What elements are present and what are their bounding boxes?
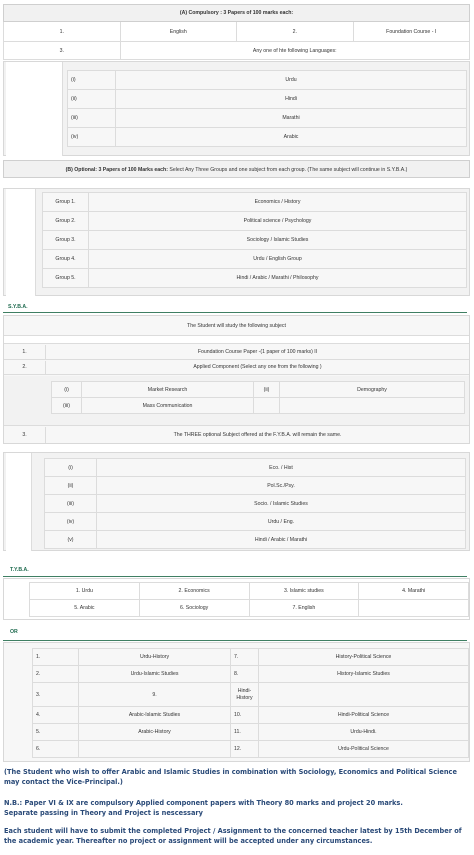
- or-combination: Hindi-Political Science: [259, 707, 469, 724]
- language-num: (ii): [68, 90, 116, 109]
- groups-panel: [3, 188, 470, 296]
- syba-panel: [3, 315, 470, 444]
- syba-optional-subject: Eco. / Hist: [97, 459, 466, 477]
- syba-row-3: [4, 427, 469, 443]
- tyba-subject: 2. Economics: [139, 583, 249, 600]
- or-combination: 9.: [79, 683, 231, 707]
- language-arabic: Arabic: [116, 128, 467, 147]
- applied-market-research: Market Research: [82, 382, 254, 398]
- project-submission-note: Each student will have to submit the completed Project / Assignment to the concerned teacher latest by 15th December of the academic year. Thereafter no project or assignment will be accepted under any circumstances.: [4, 827, 462, 845]
- or-num: 4.: [33, 707, 79, 724]
- tyba-panel: [3, 578, 470, 620]
- compulsory-num-1: 1.: [4, 22, 121, 42]
- or-num: 2.: [33, 666, 79, 683]
- tyba-divider: [3, 576, 467, 577]
- syba-optional-subject: Socio. / Islamic Studies: [97, 495, 466, 513]
- applied-num: (iii): [52, 398, 82, 414]
- group-label: Group 5.: [43, 269, 89, 288]
- or-combinations-table: [32, 648, 469, 758]
- syba-optional-note: The THREE optional Subject offered at the F.Y.B.A. will remain the same.: [173, 432, 342, 438]
- syba-row-num: 1.: [4, 345, 46, 359]
- languages-panel: [3, 61, 470, 156]
- applied-options-table: [51, 381, 465, 414]
- language-num: (i): [68, 71, 116, 90]
- group-subjects: Hindi / Arabic / Marathi / Philosophy: [89, 269, 467, 288]
- or-num: 11.: [231, 724, 259, 741]
- group-subjects: Economics / History: [89, 193, 467, 212]
- languages-table: [67, 70, 467, 147]
- or-num: 10.: [231, 707, 259, 724]
- group-label: Group 3.: [43, 231, 89, 250]
- compulsory-subject-english: English: [120, 22, 237, 42]
- syba-row-2: [4, 361, 469, 375]
- tyba-subject: 1. Urdu: [30, 583, 140, 600]
- tyba-subject: 7. English: [249, 600, 359, 617]
- or-panel: [3, 642, 470, 762]
- compulsory-section: [3, 4, 470, 60]
- groups-table: [42, 192, 467, 288]
- or-combination: Arabic-History: [79, 724, 231, 741]
- syba-foundation-course: Foundation Course Paper -(1 paper of 100 marks) II: [197, 349, 318, 355]
- applied-mass-communication: Mass Communication: [82, 398, 254, 414]
- optional-heading: [3, 160, 470, 178]
- applied-demography: Demography: [280, 382, 465, 398]
- language-marathi: Marathi: [116, 109, 467, 128]
- applied-num: (i): [52, 382, 82, 398]
- compulsory-num-3: 3.: [4, 42, 121, 60]
- compulsory-num-2: 2.: [237, 22, 354, 42]
- group-label: Group 1.: [43, 193, 89, 212]
- nb-note-line-1: N.B.: Paper VI & IX are compulsory Applied component papers with Theory 80 marks and project 20 marks.: [4, 799, 403, 807]
- or-combination: [259, 683, 469, 707]
- tyba-subject: 6. Sociology: [139, 600, 249, 617]
- tyba-subject: 3. Islamic studies: [249, 583, 359, 600]
- group-label: Group 2.: [43, 212, 89, 231]
- or-divider: [3, 640, 467, 641]
- syba-row-num: 3.: [4, 427, 46, 443]
- or-combination: Urdu-Hindi.: [259, 724, 469, 741]
- optional-heading-rest: Select Any Three Groups and one subject from each group. (The same subject will continue in S.Y.B.A.): [167, 167, 408, 173]
- syba-optional-num: (iv): [45, 513, 97, 531]
- or-combination: Urdu-History: [79, 649, 231, 666]
- group-label: Group 4.: [43, 250, 89, 269]
- syba-applied-component: Applied Component (Select any one from the following ): [193, 364, 322, 370]
- or-num: 7.: [231, 649, 259, 666]
- syba-optional-table: [44, 458, 466, 549]
- syba-optional-num: (iii): [45, 495, 97, 513]
- tyba-label: T.Y.B.A.: [10, 567, 29, 573]
- compulsory-table: [3, 4, 470, 60]
- tyba-subject: [359, 600, 469, 617]
- syba-divider: [3, 312, 467, 313]
- or-combination: Hindi- History: [231, 683, 259, 707]
- group-subjects: Political science / Psychology: [89, 212, 467, 231]
- or-combination: Urdu-Political Science: [259, 741, 469, 758]
- compulsory-heading: (A) Compulsory : 3 Papers of 100 marks each:: [4, 5, 470, 22]
- or-num: 8.: [231, 666, 259, 683]
- language-num: (iv): [68, 128, 116, 147]
- syba-label: S.Y.B.A.: [8, 304, 28, 310]
- tyba-subject: 5. Arabic: [30, 600, 140, 617]
- tyba-table: [29, 582, 469, 617]
- syba-row-num: 2.: [4, 361, 46, 374]
- language-hindi: Hindi: [116, 90, 467, 109]
- or-combination: Arabic-Islamic Studies: [79, 707, 231, 724]
- applied-empty: [280, 398, 465, 414]
- group-subjects: Urdu / English Group: [89, 250, 467, 269]
- syba-optional-num: (v): [45, 531, 97, 549]
- tyba-subject: 4. Marathi: [359, 583, 469, 600]
- or-combination: History-Islamic Studies: [259, 666, 469, 683]
- or-num: 6.: [33, 741, 79, 758]
- nb-note-line-2: Separate passing in Theory and Project is nescessary: [4, 809, 203, 817]
- or-num: 3.: [33, 683, 79, 707]
- syba-optional-subject: Urdu / Eng.: [97, 513, 466, 531]
- syba-optional-panel: [3, 452, 470, 551]
- syba-optional-num: (i): [45, 459, 97, 477]
- syba-optional-subject: Hindi / Arabic / Marathi: [97, 531, 466, 549]
- or-combination: [79, 741, 231, 758]
- compulsory-subject-foundation: Foundation Course - I: [353, 22, 470, 42]
- or-num: 12.: [231, 741, 259, 758]
- syba-row-1: [4, 345, 469, 360]
- applied-num: [254, 398, 280, 414]
- or-combination: History-Political Science: [259, 649, 469, 666]
- or-num: 1.: [33, 649, 79, 666]
- compulsory-language-instruction: Any one of hte following Languages:: [120, 42, 470, 60]
- syba-optional-num: (ii): [45, 477, 97, 495]
- or-num: 5.: [33, 724, 79, 741]
- applied-num: (ii): [254, 382, 280, 398]
- syba-heading: The Student will study the following subject: [4, 316, 469, 336]
- group-subjects: Sociology / Islamic Studies: [89, 231, 467, 250]
- arabic-islamic-note: (The Student who wish to offer Arabic and Islamic Studies in combination with Sociology, Economics and Political Science may contact the Vice-Principal.): [4, 768, 457, 786]
- or-combination: Urdu-Islamic Studies: [79, 666, 231, 683]
- optional-heading-bold: (B) Optional: 3 Papers of 100 Marks each:: [65, 167, 168, 173]
- language-num: (iii): [68, 109, 116, 128]
- syba-optional-subject: Pol.Sc./Psy.: [97, 477, 466, 495]
- or-label: OR: [10, 629, 18, 635]
- language-urdu: Urdu: [116, 71, 467, 90]
